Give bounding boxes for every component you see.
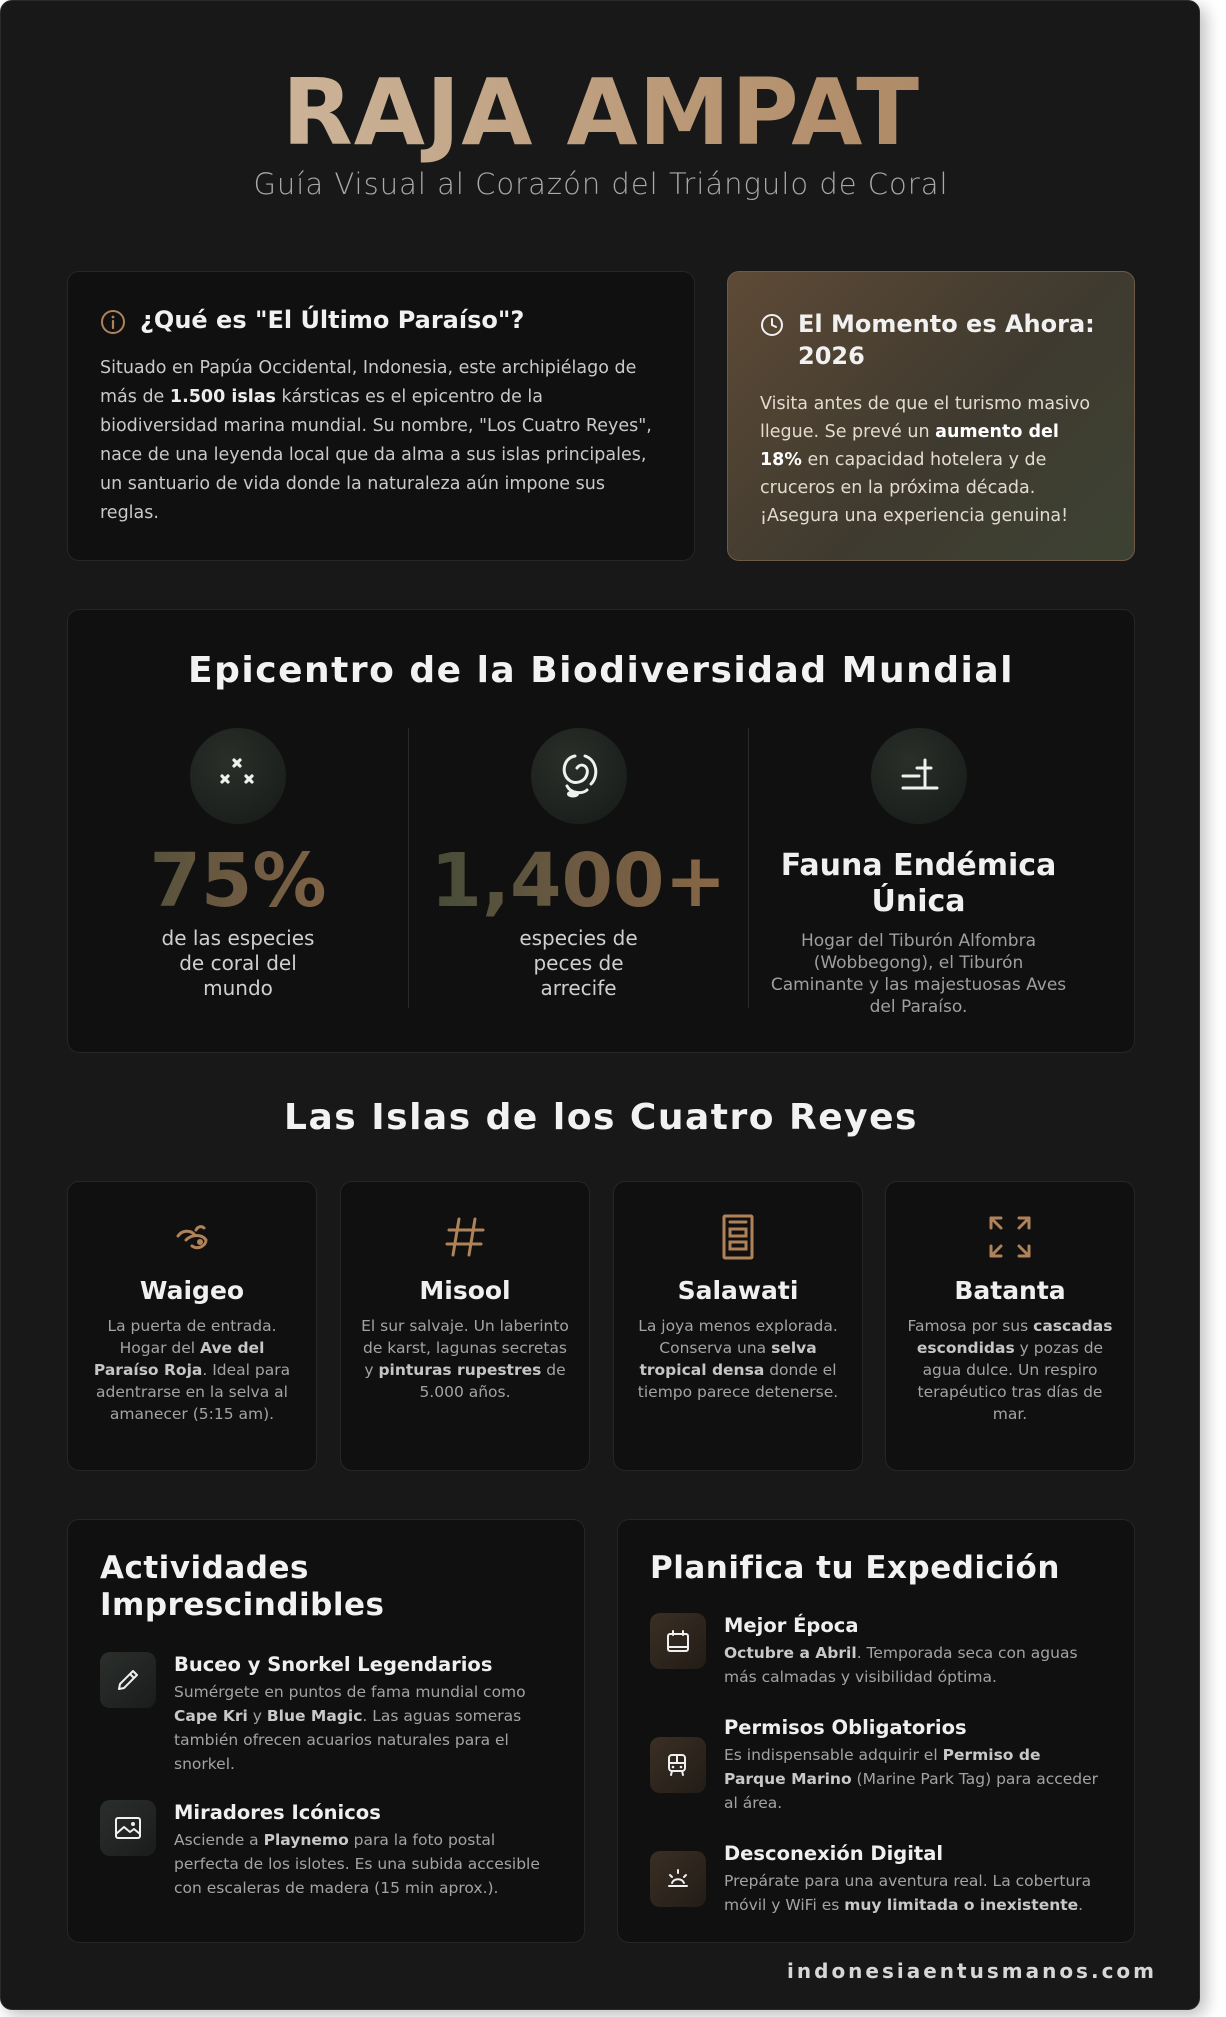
stat-coral xyxy=(68,728,408,1008)
sunset-icon xyxy=(650,1851,706,1907)
island-text: La puerta de entrada. Hogar del Ave del Paraíso Roja. Ideal para adentrarse en la selva al amanecer (5:15 am). xyxy=(93,1317,291,1423)
planning-title: Planifica tu Expedición xyxy=(650,1550,1060,1586)
island-card-misool xyxy=(340,1181,590,1471)
intro-heading: ¿Qué es "El Último Paraíso"? xyxy=(140,306,525,334)
activities-title: Actividades Imprescindibles xyxy=(100,1550,385,1623)
biodiversity-section xyxy=(67,609,1135,1053)
planning-section xyxy=(617,1519,1135,1943)
plan-item-body xyxy=(724,1841,1102,1917)
island-name: Waigeo xyxy=(139,1276,245,1305)
stat-fish-value: 1,400+ xyxy=(409,836,748,926)
footer-website[interactable]: indonesiaentusmanos.com xyxy=(787,1959,1157,1983)
activity-item-title: Buceo y Snorkel Legendarios xyxy=(174,1653,493,1676)
plan-item-digital xyxy=(650,1841,1102,1917)
biodiversity-title: Epicentro de la Biodiversidad Mundial xyxy=(188,650,1014,691)
island-text: Famosa por sus cascadas escondidas y pozas de agua dulce. Un respiro terapéutico tras días de mar. xyxy=(907,1317,1113,1423)
plan-item-season xyxy=(650,1613,1102,1689)
coral-icon xyxy=(190,728,286,824)
activity-item-body xyxy=(174,1652,552,1776)
page-subtitle: Guía Visual al Corazón del Triángulo de Coral xyxy=(253,167,949,201)
stat-fish-label: especies de peces de arrecife xyxy=(519,926,638,1000)
stat-fish xyxy=(408,728,748,1008)
island-text: La joya menos explorada. Conserva una selva tropical densa donde el tiempo parece detenerse. xyxy=(637,1317,839,1401)
intro-text: Situado en Papúa Occidental, Indonesia, este archipiélago de más de 1.500 islas kársticas es el epicentro de la biodiversidad marina mundial. Su nombre, "Los Cuatro Reyes", nace de una leyenda local que da alma a sus islas principales, un santuario de vida donde la naturaleza aún impone sus reglas. xyxy=(100,358,652,523)
activity-item-viewpoints xyxy=(100,1800,552,1900)
stat-coral-value: 75% xyxy=(68,836,408,926)
moment-heading: El Momento es Ahora: 2026 xyxy=(798,310,1095,370)
island-card-waigeo xyxy=(67,1181,317,1471)
bird-of-paradise-icon xyxy=(86,1210,298,1264)
island-name: Salawati xyxy=(677,1276,799,1305)
plan-item-permits xyxy=(650,1715,1102,1815)
stat-fauna xyxy=(748,728,1088,1017)
island-card-salawati xyxy=(613,1181,863,1471)
page-title: RAJA AMPAT xyxy=(1,63,1200,163)
plan-item-body xyxy=(724,1715,1102,1815)
activities-section xyxy=(67,1519,585,1943)
plan-item-text: Prepárate para una aventura real. La cobertura móvil y WiFi es muy limitada o inexistente. xyxy=(724,1872,1092,1914)
fish-icon xyxy=(531,728,627,824)
activity-item-diving xyxy=(100,1652,552,1776)
island-card-batanta xyxy=(885,1181,1135,1471)
stat-fauna-heading: Fauna Endémica Única xyxy=(780,848,1057,919)
bird-icon xyxy=(871,728,967,824)
forest-door-icon xyxy=(632,1210,844,1264)
intro-card xyxy=(67,271,695,561)
plan-item-body xyxy=(724,1613,1102,1689)
stat-coral-label: de las especies de coral del mundo xyxy=(161,926,315,1000)
activity-item-text: Asciende a Playnemo para la foto postal perfecta de los islotes. Es una subida accesible con escaleras de madera (15 min aprox.). xyxy=(174,1831,540,1897)
island-name: Batanta xyxy=(954,1276,1066,1305)
moment-heading-row xyxy=(760,308,1102,372)
islands-title: Las Islas de los Cuatro Reyes xyxy=(284,1097,918,1138)
intro-heading-row xyxy=(100,304,662,336)
hashtag-icon xyxy=(359,1210,571,1264)
bus-icon xyxy=(650,1737,706,1793)
clock-icon xyxy=(760,313,784,337)
activity-item-body xyxy=(174,1800,552,1900)
plan-item-title: Permisos Obligatorios xyxy=(724,1716,967,1739)
island-name: Misool xyxy=(419,1276,511,1305)
island-text: El sur salvaje. Un laberinto de karst, lagunas secretas y pinturas rupestres de 5.000 años. xyxy=(361,1317,569,1401)
stat-fauna-text: Hogar del Tiburón Alfombra (Wobbegong), el Tiburón Caminante y las majestuosas Aves del Paraíso. xyxy=(770,931,1067,1017)
calendar-icon xyxy=(650,1613,706,1669)
activity-item-text: Sumérgete en puntos de fama mundial como Cape Kri y Blue Magic. Las aguas someras también ofrecen acuarios naturales para el snorkel. xyxy=(174,1683,526,1773)
pencil-icon xyxy=(100,1652,156,1708)
plan-item-title: Desconexión Digital xyxy=(724,1842,944,1865)
expand-arrows-icon xyxy=(904,1210,1116,1264)
activity-item-title: Miradores Icónicos xyxy=(174,1801,381,1824)
info-icon xyxy=(100,309,126,335)
plan-item-title: Mejor Época xyxy=(724,1614,859,1637)
plan-item-text: Es indispensable adquirir el Permiso de Parque Marino (Marine Park Tag) para acceder al área. xyxy=(724,1746,1099,1812)
moment-card xyxy=(727,271,1135,561)
image-icon xyxy=(100,1800,156,1856)
plan-item-text: Octubre a Abril. Temporada seca con aguas más calmadas y visibilidad óptima. xyxy=(724,1644,1078,1686)
moment-text: Visita antes de que el turismo masivo llegue. Se prevé un aumento del 18% en capacidad hotelera y de cruceros en la próxima década. ¡Asegura una experiencia genuina! xyxy=(760,394,1091,526)
